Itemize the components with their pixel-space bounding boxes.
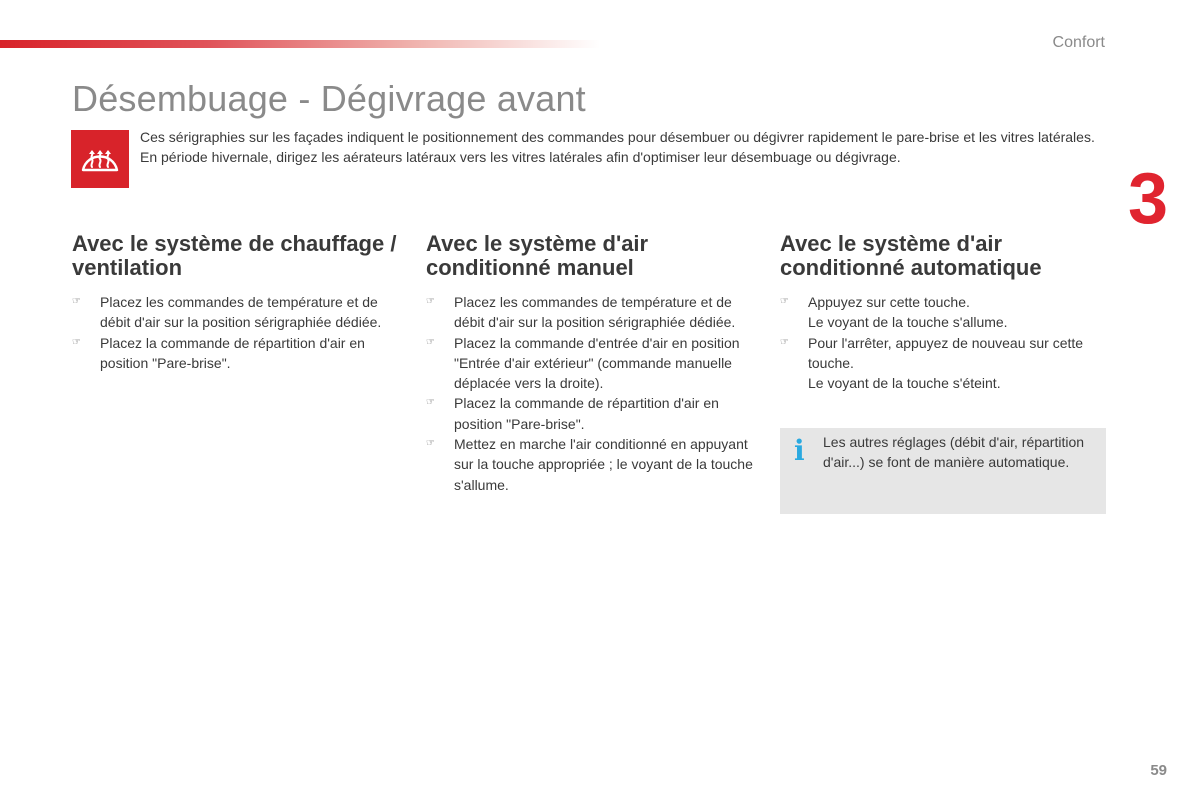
list-item: ☞ Placez la commande d'entrée d'air en position "Entrée d'air extérieur" (commande manuelle déplacée vers la droite). — [426, 334, 740, 392]
pointing-hand-icon: ☞ — [426, 336, 435, 348]
pointing-hand-icon: ☞ — [426, 296, 435, 307]
info-text: Les autres réglages (débit d'air, répartition d'air...) se font de manière automatique. — [823, 434, 1085, 471]
instruction-list — [426, 292, 756, 495]
info-box — [780, 428, 1106, 514]
windshield-defrost-icon — [71, 130, 129, 188]
info-icon: i — [794, 434, 805, 467]
column-automatic-ac — [780, 232, 1110, 393]
intro-paragraph-2: En période hivernale, dirigez les aérateurs latéraux vers les vitres latérales afin d'optimiser leur désembuage ou dégivrage. — [140, 149, 901, 165]
pointing-hand-icon: ☞ — [72, 296, 81, 307]
pointing-hand-icon: ☞ — [426, 438, 435, 450]
page-title: Désembuage - Dégivrage avant — [72, 78, 586, 119]
page-number: 59 — [1150, 762, 1167, 779]
pointing-hand-icon: ☞ — [780, 336, 789, 348]
header-accent-bar — [0, 40, 600, 48]
intro-text — [140, 127, 1100, 167]
column-heading: Avec le système d'air conditionné manuel — [426, 231, 649, 280]
column-manual-ac — [426, 232, 756, 495]
column-heading: Avec le système de chauffage / ventilation — [72, 231, 397, 280]
list-item: ☞ Placez les commandes de température et de débit d'air sur la position sérigraphiée dédiée. — [72, 294, 382, 331]
column-heading: Avec le système d'air conditionné automatique — [780, 231, 1042, 280]
pointing-hand-icon: ☞ — [780, 296, 789, 307]
intro-paragraph-1: Ces sérigraphies sur les façades indiquent le positionnement des commandes pour désembuer ou dégivrer rapidement le pare-brise et les vitres latérales. — [140, 129, 1095, 145]
list-item: ☞ Placez les commandes de température et de débit d'air sur la position sérigraphiée dédiée. — [426, 294, 736, 331]
section-name: Confort — [1052, 34, 1105, 51]
list-item: ☞ Placez la commande de répartition d'air en position "Pare-brise". — [72, 334, 365, 371]
pointing-hand-icon: ☞ — [72, 336, 81, 348]
instruction-list — [72, 292, 402, 373]
column-heating-ventilation — [72, 232, 402, 373]
pointing-hand-icon: ☞ — [426, 397, 435, 409]
list-item: ☞ Placez la commande de répartition d'air en position "Pare-brise". — [426, 395, 719, 432]
list-item: ☞ Mettez en marche l'air conditionné en appuyant sur la touche appropriée ; le voyant de la touche s'allume. — [426, 436, 753, 493]
list-item: ☞ Pour l'arrêter, appuyez de nouveau sur cette touche. Le voyant de la touche s'éteint. — [780, 334, 1084, 392]
chapter-number: 3 — [1128, 159, 1169, 239]
list-item: ☞ Appuyez sur cette touche. Le voyant de la touche s'allume. — [780, 294, 1008, 331]
instruction-list — [780, 292, 1110, 393]
